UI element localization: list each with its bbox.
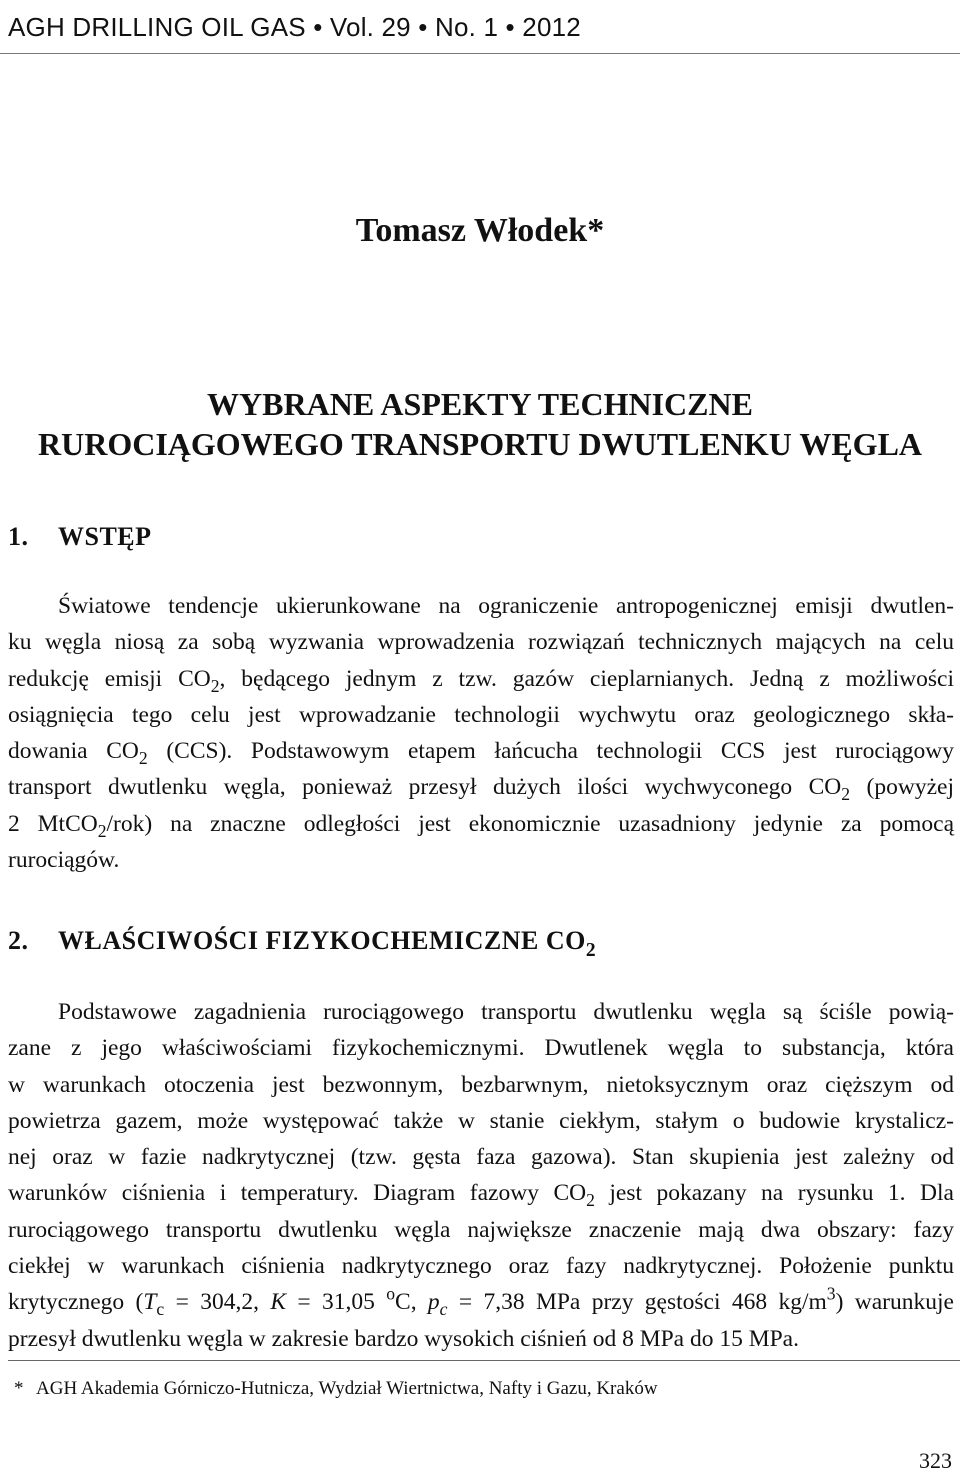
section-2-title-subscript: 2 [585, 939, 597, 961]
paragraph-line: warunków ciśnienia i temperatury. Diagram fazowy $CO_2$ jest pokazany na rysunku 1. Dla [8, 1180, 954, 1211]
section-2-title: WŁAŚCIWOŚCI FIZYKOCHEMICZNE CO [58, 926, 586, 955]
paragraph-line: w warunkach otoczenia jest bezwonnym, bezbarwnym, nietoksycznym oraz cięższym od [8, 1071, 954, 1098]
author-name: Tomasz Włodek* [355, 212, 605, 249]
footnote-marker: * [14, 1378, 24, 1399]
paragraph-line: nej oraz w fazie nadkrytycznej (tzw. gęsta faza gazowa). Stan skupienia jest zależny od [8, 1144, 954, 1171]
section-2-number: 2. [8, 926, 29, 955]
article-title [0, 384, 960, 464]
paragraph-line: ku węgla niosą za sobą wyzwania wprowadzenia rozwiązań technicznych mających na celu [8, 629, 954, 656]
journal-header-text: AGH DRILLING OIL GAS • Vol. 29 • No. 1 • 2012 [8, 12, 581, 42]
paragraph-line: dowania $CO_2$ (CCS). Podstawowym etapem łańcucha technologii CCS jest rurociągowy [8, 738, 954, 769]
footnote-rule [8, 1360, 960, 1361]
paragraph-line: rurociągowego transportu dwutlenku węgla największe znaczenie mają dwa obszary: fazy [8, 1216, 954, 1243]
section-1-heading [8, 522, 152, 552]
paragraph-line: rurociągów. [8, 847, 120, 874]
section-2-paragraph [8, 994, 954, 1357]
section-1-number: 1. [8, 522, 29, 551]
paragraph-line: zane z jego właściwościami fizykochemicznymi. Dwutlenek węgla to substancja, która [8, 1035, 954, 1062]
article-title-line-2: RUROCIĄGOWEGO TRANSPORTU DWUTLENKU WĘGLA [37, 426, 923, 462]
footnote-text: AGH Akademia Górniczo-Hutnicza, Wydział Wiertnictwa, Nafty i Gazu, Kraków [36, 1378, 658, 1399]
paragraph-line: transport dwutlenku węgla, ponieważ przesył dużych ilości wychwyconego $CO_2$ (powyżej [8, 774, 954, 805]
paragraph-line: osiągnięcia tego celu jest wprowadzanie technologii wychwytu oraz geologicznego skła- [8, 701, 954, 728]
paragraph-line: redukcję emisji $CO_2$, będącego jednym z tzw. gazów cieplarnianych. Jedną z możliwości [8, 665, 954, 696]
page-number: 323 [919, 1448, 952, 1473]
paragraph-line: przesył dwutlenku węgla w zakresie bardzo wysokich ciśnień od 8 MPa do 15 MPa. [8, 1325, 799, 1352]
paragraph-line: 2 MtCO$_2$/rok) na znaczne odległości jest ekonomicznie uzasadniony jedynie za pomocą [8, 810, 954, 841]
footnote [14, 1378, 658, 1400]
paragraph-line: powietrza gazem, może występować także w stanie ciekłym, stałym o budowie krystalicz- [8, 1107, 954, 1134]
section-1-paragraph [8, 588, 954, 878]
paragraph-line: ciekłej w warunkach ciśnienia nadkrytycznego oraz fazy nadkrytycznej. Położenie punktu [8, 1253, 954, 1280]
section-2-heading [8, 926, 597, 961]
section-1-title: WSTĘP [58, 522, 152, 551]
journal-header [0, 0, 960, 54]
paragraph-line: Podstawowe zagadnienia rurociągowego transportu dwutlenku węgla są ściśle powią- [58, 999, 954, 1025]
header-rule [0, 53, 960, 54]
paragraph-line-critical-point: krytycznego ($T_c = 304,2$, K = 31,05 $^o$C, $p_c = 7,38$ MPa przy gęstości 468 $kg/m^3$) warunkuje [8, 1283, 954, 1320]
article-title-line-1: WYBRANE ASPEKTY TECHNICZNE [207, 386, 753, 422]
paragraph-line: Światowe tendencje ukierunkowane na ograniczenie antropogenicznej emisji dwutlen- [58, 593, 954, 619]
